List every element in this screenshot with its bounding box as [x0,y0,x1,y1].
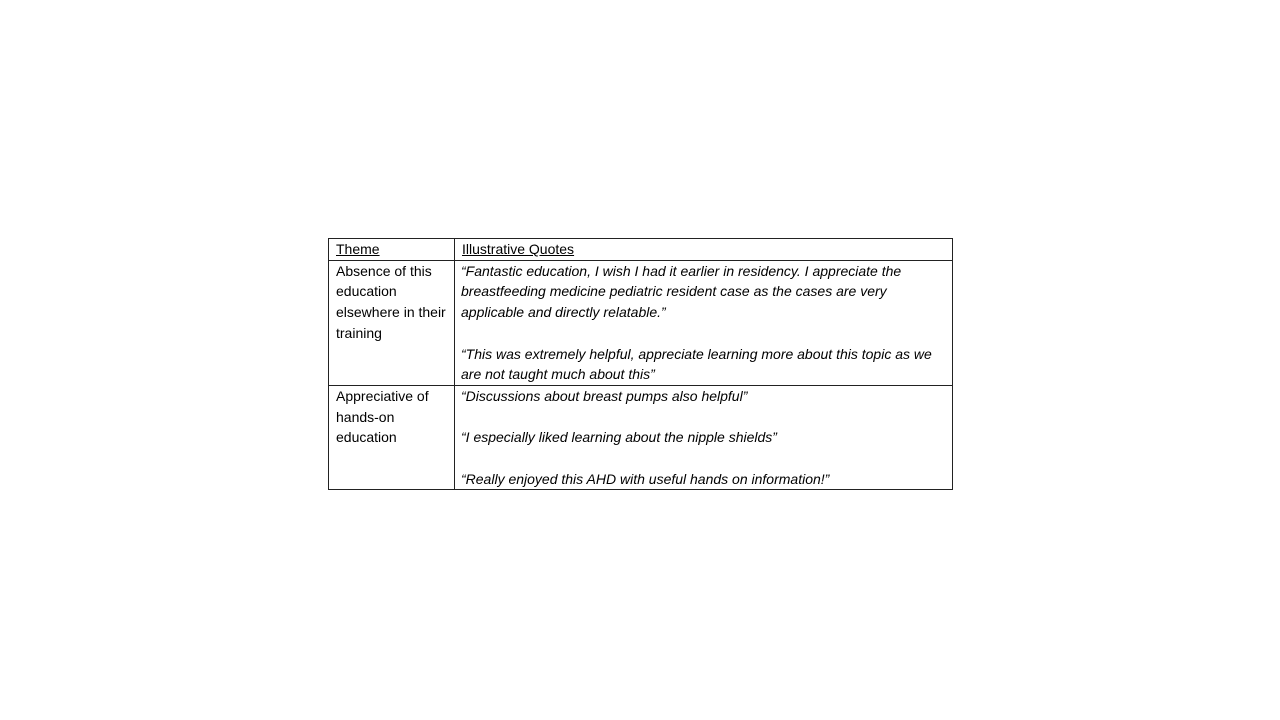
quotes-cell [455,260,953,385]
quote: “Really enjoyed this AHD with useful hands on information!” [461,470,830,487]
quote: “This was extremely helpful, appreciate learning more about this topic as we are not taught much about this” [461,345,932,383]
quotes-cell [455,385,953,489]
table-header-row [329,239,953,261]
theme-cell: Absence of this education elsewhere in their training [329,260,455,385]
quote: “Fantastic education, I wish I had it earlier in residency. I appreciate the breastfeeding medicine pediatric resident case as the cases are very applicable and directly relatable.” [461,262,902,321]
quote: “I especially liked learning about the nipple shields” [461,429,777,446]
themes-quotes-table [328,238,953,490]
quote: “Discussions about breast pumps also helpful” [461,387,748,404]
table-row [329,260,953,385]
table-row [329,385,953,489]
header-theme: Theme [329,239,455,261]
header-illustrative-quotes: Illustrative Quotes [455,239,953,261]
theme-cell: Appreciative of hands-on education [329,385,455,489]
